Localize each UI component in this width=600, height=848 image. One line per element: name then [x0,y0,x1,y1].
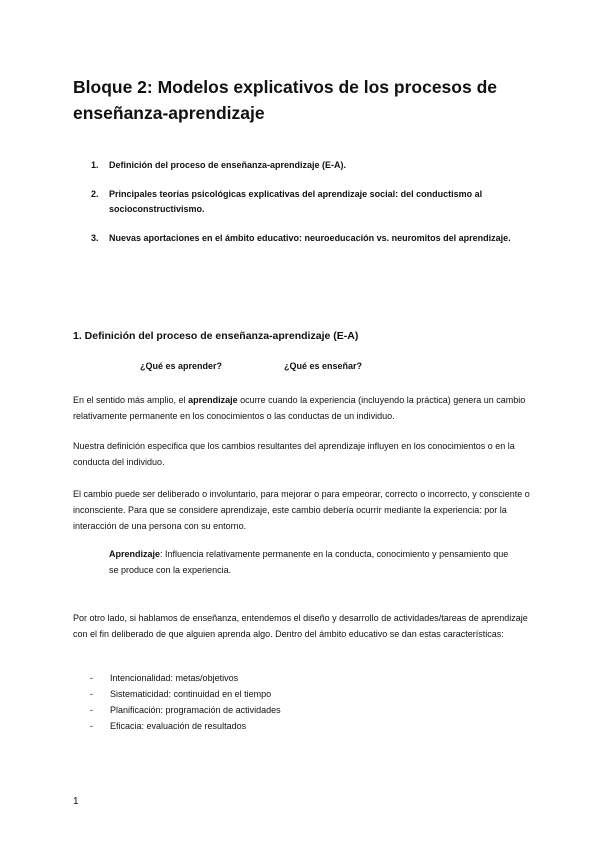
title-line-1: Bloque 2: Modelos explicativos de los procesos de [73,77,497,97]
section-heading: 1. Definición del proceso de enseñanza-aprendizaje (E-A) [73,330,359,342]
contents-item-text: Nuevas aportaciones en el ámbito educativo: neuroeducación vs. neuromitos del aprendizaje. [109,233,511,243]
list-bullet: - [90,705,93,715]
page-title [73,74,543,126]
definition-quote [109,546,509,578]
list-bullet: - [90,689,93,699]
paragraph-change: El cambio puede ser deliberado o involuntario, para mejorar o para empeorar, correcto o incorrecto, y consciente o inconsciente. Para que se considere aprendizaje, este cambio debería ocurrir mediante la experiencia: por la interacción de una persona con su entorno. [73,489,530,531]
question-teach: ¿Qué es enseñar? [284,361,363,371]
characteristics-list [90,670,281,734]
contents-item-text: Principales teorías psicológicas explicativas del aprendizaje social: del conductismo al socioconstructivismo. [109,189,483,214]
contents-item [91,158,511,173]
list-item-text: Planificación: programación de actividades [110,705,281,715]
quote-text: : Influencia relativamente permanente en la conducta, conocimiento y pensamiento que se produce con la experiencia. [109,549,509,575]
list-item [90,670,281,686]
list-item [90,718,281,734]
list-item [90,686,281,702]
list-item [90,702,281,718]
keyword-aprendizaje: aprendizaje [188,395,238,405]
page-number: 1 [73,796,79,807]
question-learn: ¿Qué es aprender? [140,361,223,371]
paragraph-definition-specifics: Nuestra definición especifica que los cambios resultantes del aprendizaje influyen en los conocimientos o en la conducta del individuo. [73,441,515,467]
contents-item [91,231,511,246]
paragraph-text: En el sentido más amplio, el [73,395,189,405]
quote-term: Aprendizaje [109,549,161,559]
paragraph-teaching: Por otro lado, si hablamos de enseñanza, entendemos el diseño y desarrollo de actividades/tareas de aprendizaje con el fin deliberado de que alguien aprenda algo. Dentro del ámbito educativo se dan estas características: [73,613,528,639]
list-item-text: Sistematicidad: continuidad en el tiempo [110,689,272,699]
contents-item [91,187,511,217]
contents-list [91,158,511,260]
list-item-text: Intencionalidad: metas/objetivos [110,673,239,683]
contents-item-text: Definición del proceso de enseñanza-aprendizaje (E-A). [109,160,347,170]
paragraph-learning-definition [73,392,535,424]
list-bullet: - [90,721,93,731]
contents-item-number: 1. [91,160,99,170]
contents-item-number: 2. [91,189,99,199]
contents-item-number: 3. [91,233,99,243]
list-bullet: - [90,673,93,683]
title-line-2: enseñanza-aprendizaje [73,103,265,123]
paragraph-text: ocurre cuando la experiencia (incluyendo la práctica) genera un cambio relativamente permanente en los conocimientos o las conductas de un individuo. [73,395,526,421]
list-item-text: Eficacia: evaluación de resultados [110,721,247,731]
